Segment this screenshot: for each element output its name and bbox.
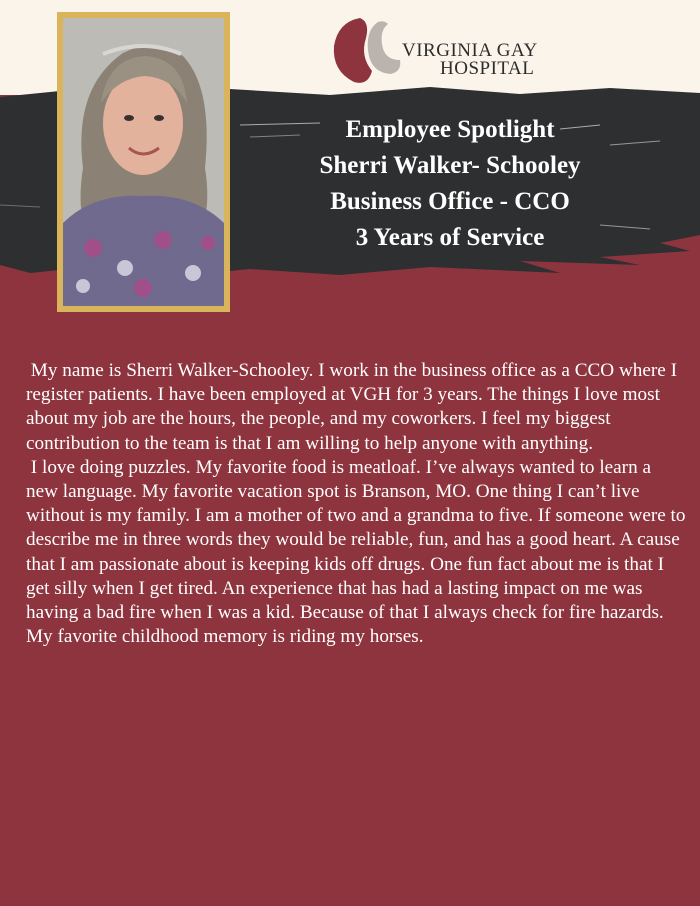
logo-line-1: VIRGINIA GAY bbox=[402, 40, 538, 61]
bio-paragraph-1: My name is Sherri Walker-Schooley. I work in the business office as a CCO where I register patients. I have been employed at VGH for 3 years. The things I love most about my job are the hours, the people, and my coworkers. I feel my biggest contribution to the team is that I am willing to help anyone with anything. bbox=[26, 360, 682, 454]
portrait-illustration bbox=[63, 18, 224, 306]
years-of-service: 3 Years of Service bbox=[355, 224, 545, 251]
employee-department: Business Office - CCO bbox=[330, 188, 570, 215]
employee-bio bbox=[26, 359, 691, 649]
spotlight-heading bbox=[240, 112, 660, 256]
logo-mark-icon bbox=[330, 16, 410, 86]
employee-photo bbox=[63, 18, 224, 306]
logo-line-2: HOSPITAL bbox=[440, 58, 535, 79]
spotlight-title: Employee Spotlight bbox=[345, 116, 555, 143]
hospital-logo bbox=[330, 16, 580, 86]
employee-name: Sherri Walker- Schooley bbox=[319, 152, 581, 179]
logo-text bbox=[402, 42, 538, 78]
bio-paragraph-2: I love doing puzzles. My favorite food is meatloaf. I’ve always wanted to learn a new language. My favorite vacation spot is Branson, MO. One thing I can’t live without is my family. I am a mother of two and a grandma to five. If someone were to describe me in three words they would be reliable, fun, and has a good heart. A cause that I am passionate about is keeping kids off drugs. One fun fact about me is that I get silly when I get tired. An experience that has had a lasting impact on me was having a bad fire when I was a kid. Because of that I always check for fire hazards. My favorite childhood memory is riding my horses. bbox=[26, 456, 691, 648]
photo-frame bbox=[57, 12, 230, 312]
